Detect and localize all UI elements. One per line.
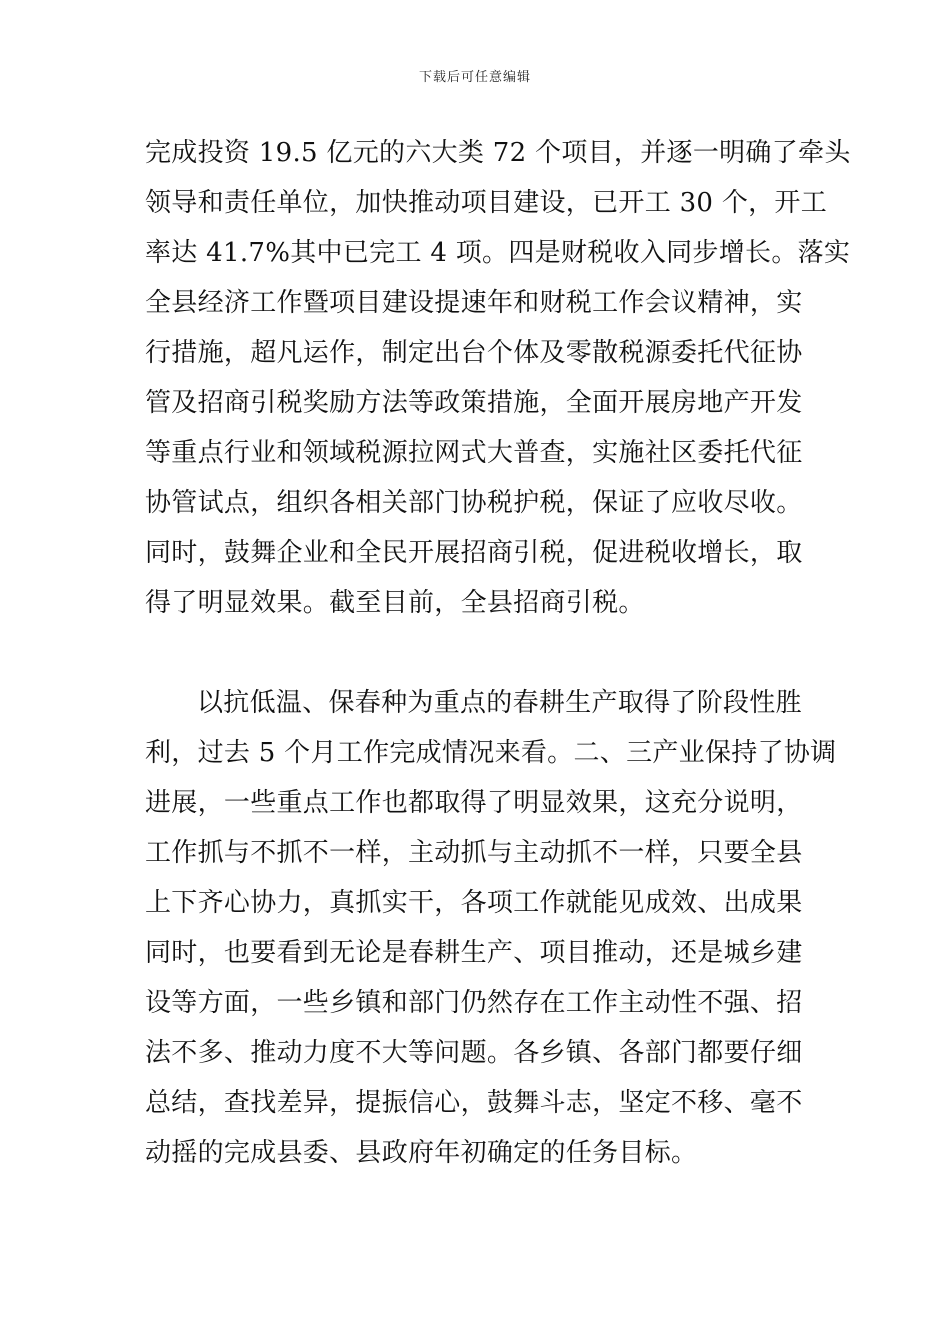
text-line: 总结，查找差异，提振信心，鼓舞斗志，坚定不移、毫不 (145, 1088, 803, 1118)
text-line: 领导和责任单位，加快推动项目建设，已开工 30 个，开工 (145, 188, 828, 218)
text-line: 同时，鼓舞企业和全民开展招商引税，促进税收增长，取 (145, 538, 803, 568)
text-line: 进展，一些重点工作也都取得了明显效果，这充分说明， (145, 788, 803, 818)
text-line: 协管试点，组织各相关部门协税护税，保证了应收尽收。 (145, 488, 803, 518)
text-line: 管及招商引税奖励方法等政策措施，全面开展房地产开发 (145, 388, 803, 418)
text-line: 完成投资 19.5 亿元的六大类 72 个项目，并逐一明确了牵头 (145, 138, 851, 168)
paragraph-spacer (145, 628, 813, 678)
text-line: 动摇的完成县委、县政府年初确定的任务目标。 (145, 1138, 698, 1168)
text-line-indented: 以抗低温、保春种为重点的春耕生产取得了阶段性胜 (197, 688, 802, 718)
text-line: 设等方面，一些乡镇和部门仍然存在工作主动性不强、招 (145, 988, 803, 1018)
page-header: 下载后可任意编辑 (418, 70, 531, 85)
text-line: 等重点行业和领域税源拉网式大普查，实施社区委托代征 (145, 438, 803, 468)
text-line: 率达 41.7%其中已完工 4 项。四是财税收入同步增长。落实 (145, 238, 851, 268)
text-line: 上下齐心协力，真抓实干，各项工作就能见成效、出成果 (145, 888, 803, 918)
text-line: 法不多、推动力度不大等问题。各乡镇、各部门都要仔细 (145, 1038, 803, 1068)
text-line: 得了明显效果。截至目前，全县招商引税。 (145, 588, 645, 618)
document-body (145, 128, 851, 1178)
text-line: 行措施，超凡运作，制定出台个体及零散税源委托代征协 (145, 338, 803, 368)
text-line: 全县经济工作暨项目建设提速年和财税工作会议精神，实 (145, 288, 803, 318)
paragraph-1 (145, 128, 851, 628)
paragraph-2 (145, 678, 837, 1178)
text-line: 工作抓与不抓不一样，主动抓与主动抓不一样，只要全县 (145, 838, 803, 868)
text-line: 同时，也要看到无论是春耕生产、项目推动，还是城乡建 (145, 938, 803, 968)
text-line: 利，过去 5 个月工作完成情况来看。二、三产业保持了协调 (145, 738, 837, 768)
